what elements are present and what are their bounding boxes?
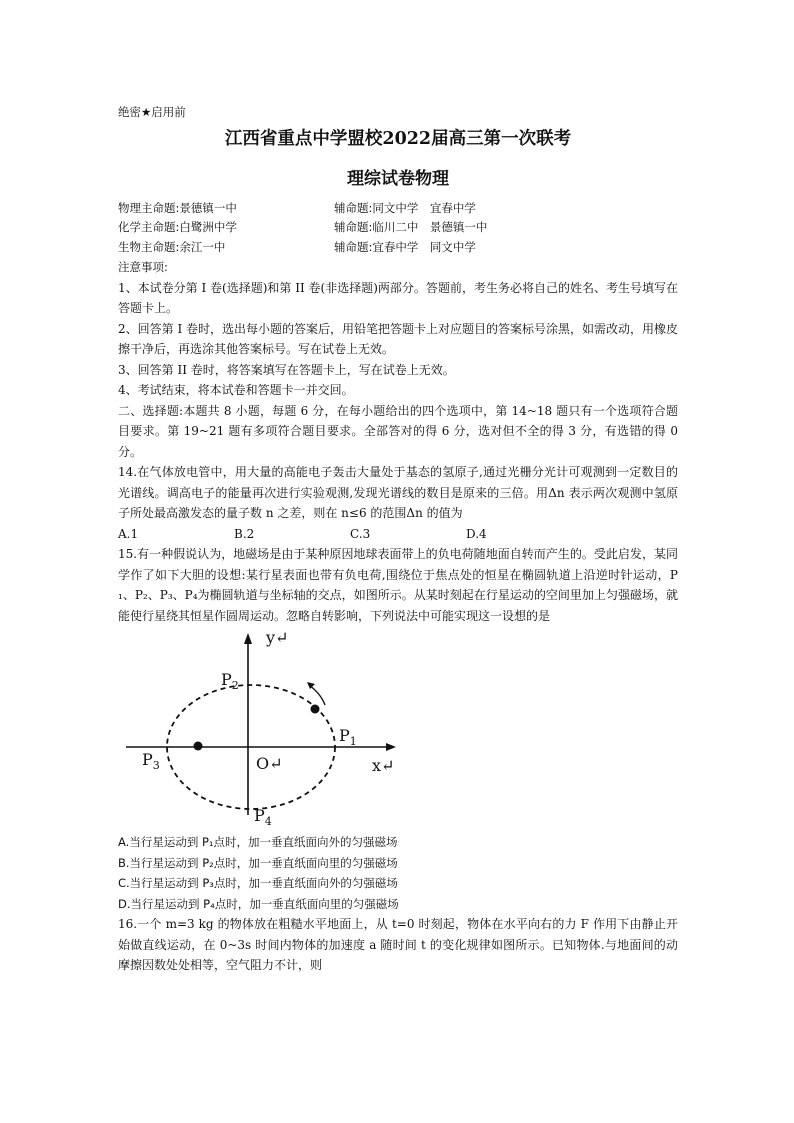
star-dot (194, 742, 203, 751)
option-b: B.当行星运动到 P₂点时，加一垂直纸面向里的匀强磁场 (118, 855, 398, 870)
note-item: 1、本试卷分第 I 卷(选择题)和第 II 卷(非选择题)两部分。答题前，考生务必将自己的姓名、考生号填写在答题卡上。 (118, 280, 678, 315)
aux-author: 辅命题:临川二中 景德镇一中 (334, 220, 488, 234)
option-c: C.3 (350, 526, 371, 541)
x-arrow-icon (386, 743, 396, 751)
p2-label: $P_2$ (221, 670, 239, 693)
option-d: D.当行星运动到 P₄点时，加一垂直纸面向里的匀强磁场 (118, 896, 399, 911)
p1-label: $P_1$ (339, 726, 357, 749)
question-15-stem: 15.有一种假说认为，地磁场是由于某种原因地球表面带上的负电荷随地面自转而产生的。受此启发，某同学作了如下大胆的设想:某行星表面也带有负电荷,围绕位于焦点处的恒星在椭圆轨道上沿逆时针运动，P₁、P₂、P₃、P₄为椭圆轨道与坐标轴的交点，如图所示。从某时刻起在行星运动的空间里加上匀强磁场，就能使行星绕其恒星作圆周运动。忽略自转影响，下列说法中可能实现这一设想的是 (118, 547, 678, 623)
question-14-stem: 14.在气体放电管中，用大量的高能电子轰击大量处于基态的氢原子,通过光栅分光计可观测到一定数目的光谱线。调高电子的能量再次进行实验观测,发现光谱线的数目是原来的三倍。用Δn 表示两次观测中氢原子所处最高激发态的量子数 n 之差，则在 n≤6 的范围Δn 的值为 (118, 465, 678, 520)
option-a: A.1 (118, 526, 139, 541)
exam-page (118, 96, 678, 976)
confidential-mark: 绝密★启用前 (118, 105, 186, 119)
exam-title: 江西省重点中学盟校2022届高三第一次联考 (224, 128, 572, 149)
section-instructions: 二、选择题:本题共 8 小题，每题 6 分，在每小题给出的四个选项中，第 14~18 题只有一个选项符合题目要求。第 19~21 题有多项符合题目要求。全部答对的得 6 分，选对但不全的得 3 分，有选错的得 0 分。 (118, 403, 678, 459)
note-item: 4、考试结束，将本试卷和答题卡一并交回。 (118, 383, 354, 397)
origin-label: O↵ (256, 754, 283, 773)
aux-author: 辅命题:同文中学 宜春中学 (334, 200, 476, 215)
y-axis-label: y↵ (266, 628, 289, 647)
planet-dot (311, 705, 320, 714)
note-item: 2、回答第 I 卷时，选出每小题的答案后，用铅笔把答题卡上对应题目的答案标号涂黑，如需改动，用橡皮擦干净后，再选涂其他答案标号。写在试卷上无效。 (118, 321, 679, 356)
main-author: 生物主命题:余江一中 (118, 239, 226, 254)
question-14-options (118, 524, 678, 545)
note-item: 3、回答第 II 卷时，将答案填写在答题卡上，写在试卷上无效。 (118, 362, 455, 377)
option-a: A.当行星运动到 P₁点时，加一垂直纸面向外的匀强磁场 (118, 835, 398, 849)
notes-heading: 注意事项: (118, 260, 168, 274)
option-b: B.2 (234, 526, 255, 541)
exam-subtitle: 理综试卷物理 (347, 168, 449, 189)
main-author: 化学主命题:白鹭洲中学 (118, 220, 237, 234)
x-axis-label: x↵ (372, 756, 395, 775)
motion-arrow-icon (307, 682, 315, 689)
option-d: D.4 (466, 526, 487, 541)
author-row (118, 238, 678, 258)
option-c: C.当行星运动到 P₃点时，加一垂直纸面向外的匀强磁场 (118, 876, 398, 890)
author-row (118, 199, 678, 219)
author-row (118, 218, 678, 238)
orbit-diagram (118, 630, 408, 826)
orbit-figure (118, 628, 408, 829)
question-16-stem: 16.一个 m=3 kg 的物体放在粗糙水平地面上，从 t=0 时刻起，物体在水平向右的力 F 作用下由静止开始做直线运动，在 0~3s 时间内物体的加速度 a 随时间 t 的变化规律如图所示。已知物体.与地面间的动摩擦因数处处相等，空气阻力不计，则 (118, 917, 678, 972)
motion-arc (309, 685, 325, 705)
p4-label: $P_4$ (254, 806, 272, 829)
y-arrow-icon (244, 633, 252, 644)
main-author: 物理主命题:景德镇一中 (118, 200, 237, 215)
aux-author: 辅命题:宜春中学 同文中学 (334, 239, 476, 254)
p3-label: $P_3$ (142, 750, 160, 773)
